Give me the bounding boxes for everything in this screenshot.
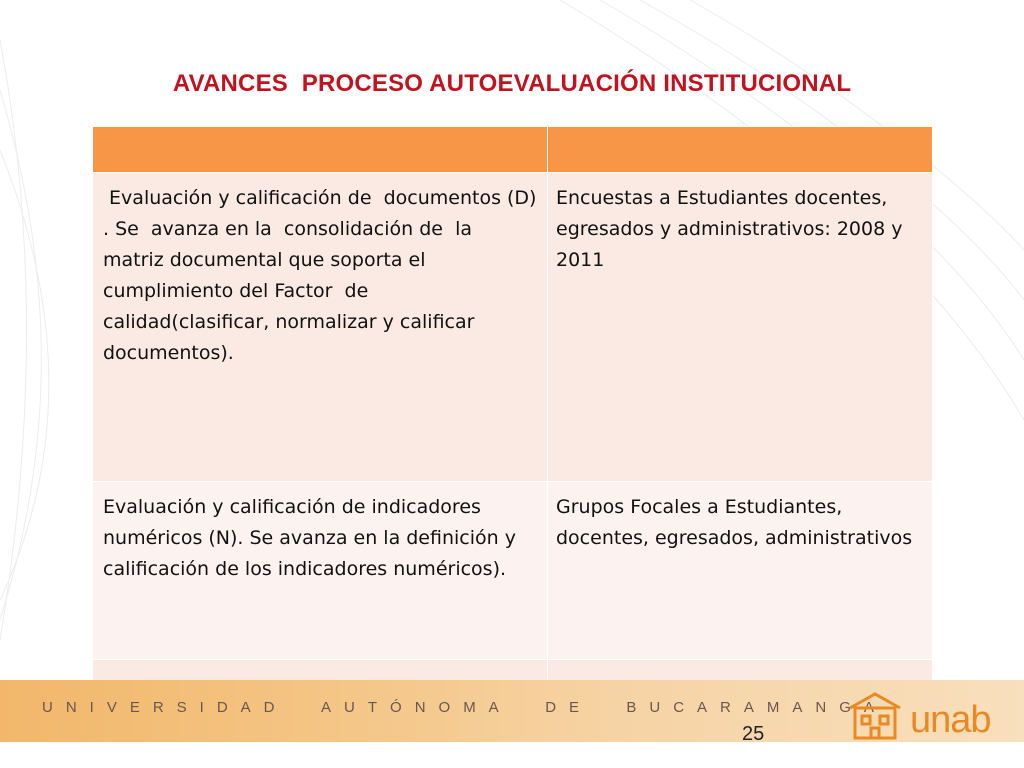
unab-building-logo-icon [846,690,904,742]
table-header-cell [93,127,548,173]
table-cell: Evaluación y calificación de indicadores numéricos (N). Se avanza en la definición y calificación de los indicadores numéricos). [93,482,548,660]
table-row [93,482,933,660]
university-name: UNIVERSIDAD AUTÓNOMA DE BUCARAMANGA [42,699,887,716]
table-header-row [93,127,933,173]
table-row [93,173,933,482]
progress-table [92,126,933,695]
slide-title: AVANCES PROCESO AUTOEVALUACIÓN INSTITUCIONAL [172,70,852,97]
page-number: 25 [742,723,765,745]
table-cell: Evaluación y calificación de documentos (D) . Se avanza en la consolidación de la matriz documental que soporta el cumplimiento del Factor de calidad(clasificar, normalizar y calificar documentos). [93,173,548,482]
brand-logo-text: unab [910,699,991,741]
table-header-cell [548,127,933,173]
table-cell: Grupos Focales a Estudiantes, docentes, egresados, administrativos [548,482,933,660]
table-cell: Encuestas a Estudiantes docentes, egresados y administrativos: 2008 y 2011 [548,173,933,482]
